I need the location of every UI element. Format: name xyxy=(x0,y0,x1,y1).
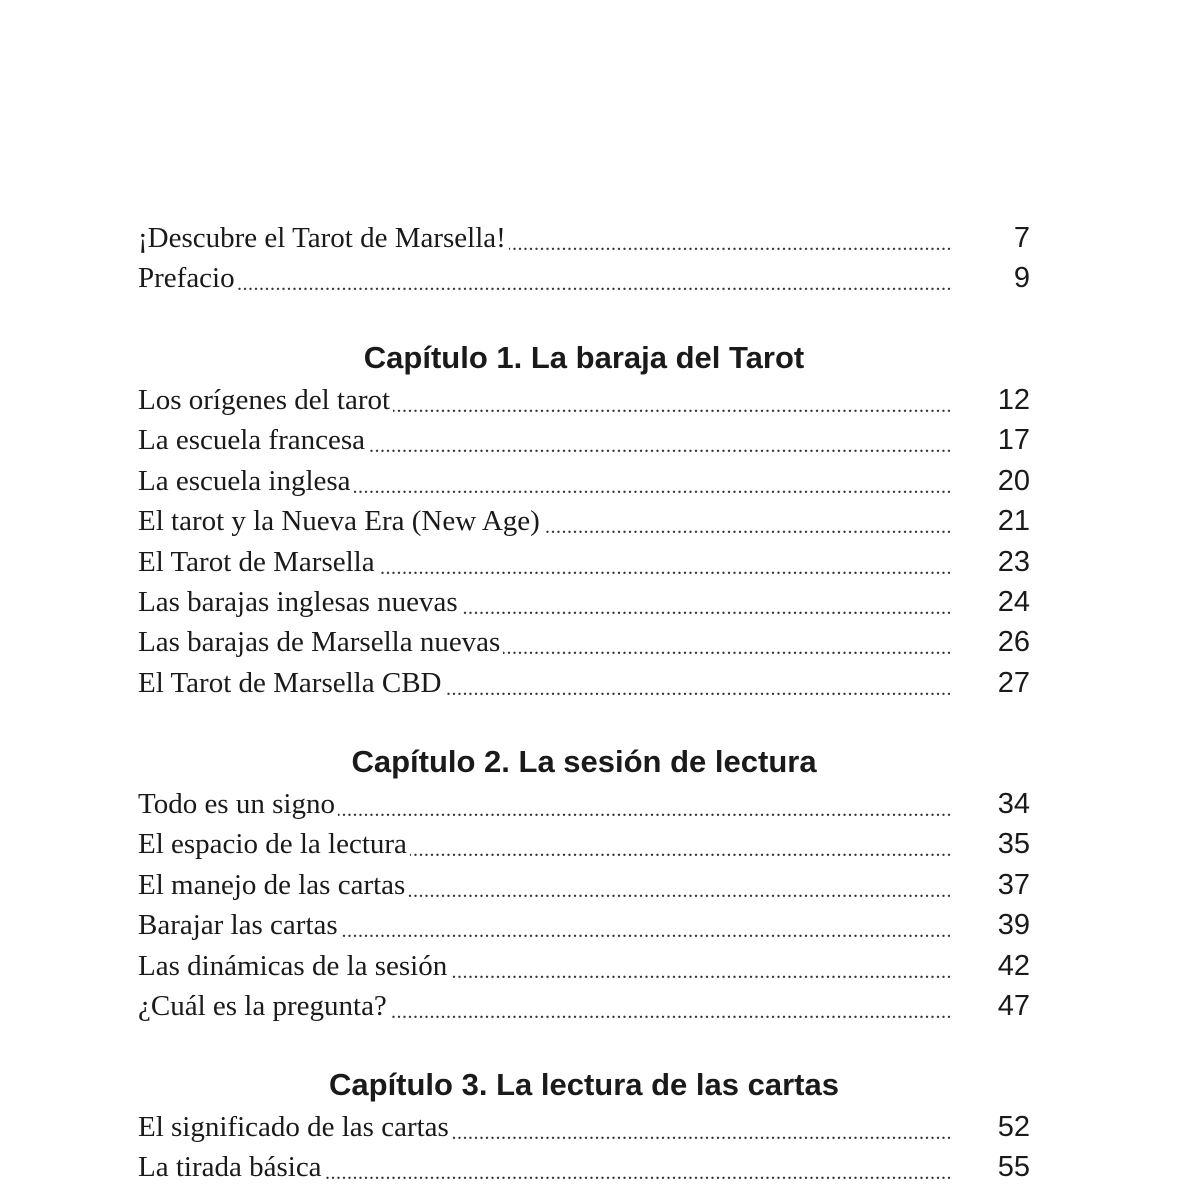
chapter-1-heading: Capítulo 1. La baraja del Tarot xyxy=(363,340,805,375)
toc-entry[interactable] xyxy=(138,1147,1030,1187)
toc-entry-title: El espacio de la lectura xyxy=(138,824,410,864)
toc-entry[interactable] xyxy=(138,420,1030,460)
toc-entry[interactable] xyxy=(138,582,1030,622)
toc-entry[interactable] xyxy=(138,380,1030,420)
toc-entry-title: Prefacio xyxy=(138,258,238,298)
toc-entry-page: 37 xyxy=(997,868,1030,901)
chapter-3-entries xyxy=(138,1107,1030,1188)
toc-entry[interactable] xyxy=(138,824,1030,864)
toc-entry-page: 24 xyxy=(997,585,1030,618)
toc-entry-page: 27 xyxy=(997,666,1030,699)
toc-entry-title: Las barajas de Marsella nuevas xyxy=(138,622,503,662)
toc-entry-title: Las barajas inglesas nuevas xyxy=(138,582,461,622)
toc-entry-title: El manejo de las cartas xyxy=(138,865,408,905)
toc-entry-title: El Tarot de Marsella xyxy=(138,542,378,582)
toc-entry-title: Los orígenes del tarot xyxy=(138,380,393,420)
toc-entry-page: 21 xyxy=(997,505,1030,538)
toc-entry-title: El tarot y la Nueva Era (New Age) xyxy=(138,501,543,541)
toc-entry-page: 35 xyxy=(997,828,1030,861)
toc-entry-page: 47 xyxy=(997,989,1030,1022)
toc-entry-page: 23 xyxy=(997,545,1030,578)
toc-entry-title: Todo es un signo xyxy=(138,784,338,824)
chapter-2-entries xyxy=(138,784,1030,1026)
dot-leader xyxy=(138,258,950,298)
toc-entry-page: 39 xyxy=(997,909,1030,942)
toc-entry[interactable] xyxy=(138,218,1030,258)
toc-entry-title: La escuela francesa xyxy=(138,420,368,460)
toc-entry-page: 26 xyxy=(997,626,1030,659)
toc-entry-page: 20 xyxy=(997,464,1030,497)
toc-entry[interactable] xyxy=(138,865,1030,905)
toc-entry-page: 55 xyxy=(997,1151,1030,1184)
toc-entry-page: 9 xyxy=(1013,262,1030,295)
chapter-1-entries xyxy=(138,380,1030,703)
toc-entry[interactable] xyxy=(138,461,1030,501)
toc-entry-page: 34 xyxy=(997,788,1030,820)
toc-entry-page: 42 xyxy=(997,949,1030,982)
toc-entry-title: El Tarot de Marsella CBD xyxy=(138,663,444,703)
toc-entry[interactable] xyxy=(138,946,1030,986)
chapter-2-heading: Capítulo 2. La sesión de lectura xyxy=(351,744,817,779)
toc-entry[interactable] xyxy=(138,986,1030,1026)
toc-entry-title: ¡Descubre el Tarot de Marsella! xyxy=(138,218,509,258)
toc-entry-page: 7 xyxy=(1013,222,1030,254)
toc-entry-title: Barajar las cartas xyxy=(138,905,341,945)
toc-entry[interactable] xyxy=(138,622,1030,662)
toc-entry[interactable] xyxy=(138,501,1030,541)
toc-entry[interactable] xyxy=(138,784,1030,824)
toc-entry-title: Las dinámicas de la sesión xyxy=(138,946,450,986)
chapter-3-heading: Capítulo 3. La lectura de las cartas xyxy=(329,1067,839,1102)
toc-entry-title: La tirada básica xyxy=(138,1147,325,1187)
toc-entry[interactable] xyxy=(138,1107,1030,1147)
toc-entry-title: La escuela inglesa xyxy=(138,461,354,501)
toc-entry-title: El significado de las cartas xyxy=(138,1107,452,1147)
toc-entry-page: 52 xyxy=(997,1111,1030,1143)
toc-entry[interactable] xyxy=(138,905,1030,945)
front-matter-list xyxy=(138,218,1030,299)
toc-entry-page: 17 xyxy=(997,424,1030,457)
toc-entry[interactable] xyxy=(138,663,1030,703)
toc-entry[interactable] xyxy=(138,258,1030,298)
toc-entry-title: ¿Cuál es la pregunta? xyxy=(138,986,390,1026)
toc-entry-page: 12 xyxy=(997,384,1030,416)
toc-entry[interactable] xyxy=(138,542,1030,582)
